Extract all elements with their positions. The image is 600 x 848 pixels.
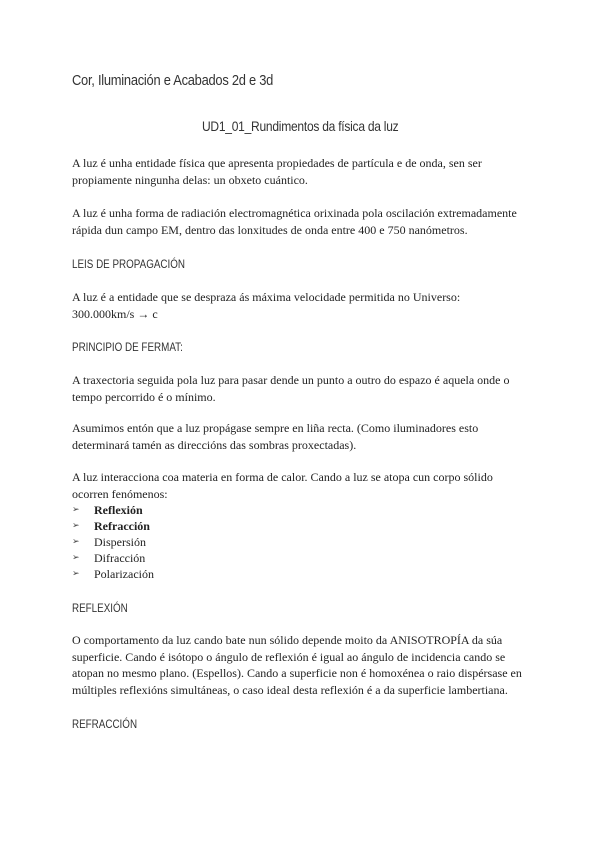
paragraph-reflection: O comportamento da luz cando bate nun sólido depende moito da ANISOTROPÍA da súa superficie. Cando é isótopo o ángulo de reflexión é igual ao ángulo de incidencia cando se atopan no mesmo plano. (Espellos). Cando a superficie non é homoxénea o raio dispérsase en múltiples reflexións simultáneas, o caso ideal desta reflexión é a da superficie lambertiana.: [72, 633, 522, 697]
paragraph-light-path: A traxectoria seguida pola luz para pasar dende un punto a outro do espazo é aquela onde o tempo percorrido é o mínimo.: [72, 373, 510, 404]
arrow-bullet-icon: ➢: [72, 521, 80, 531]
paragraph-straight-line: Asumimos entón que a luz propágase sempre en liña recta. (Como iluminadores esto determinará tamén as direccións das sombras proxectadas).: [72, 421, 479, 452]
list-item: [72, 550, 154, 566]
list-item-label: Polarización: [94, 567, 154, 581]
list-item: [72, 502, 154, 518]
list-item-label: Dispersión: [94, 535, 146, 549]
list-item: [72, 566, 154, 582]
list-item-label: Refracción: [94, 519, 150, 533]
arrow-bullet-icon: ➢: [72, 569, 80, 579]
list-item: [72, 518, 154, 534]
document-title: Cor, Iluminación e Acabados 2d e 3d: [72, 72, 274, 89]
heading-reflection: REFLEXIÓN: [72, 601, 128, 615]
document-subtitle: [0, 118, 600, 134]
heading-refraction: REFRACCIÓN: [72, 717, 138, 731]
arrow-bullet-icon: ➢: [72, 553, 80, 563]
list-item-label: Reflexión: [94, 503, 143, 517]
speed-sentence: A luz é a entidade que se despraza ás máxima velocidade permitida no Universo:: [72, 290, 461, 304]
list-item: [72, 534, 154, 550]
paragraph-matter-interaction: A luz interacciona coa materia en forma de calor. Cando a luz se atopa cun corpo sólido ocorren fenómenos:: [72, 470, 493, 501]
paragraph-light-speed: [72, 289, 530, 322]
speed-value: 300.000km/s → c: [72, 306, 158, 321]
arrow-bullet-icon: ➢: [72, 537, 80, 547]
paragraph-light-entity: A luz é unha entidade física que apresenta propiedades de partícula e de onda, sen ser propiamente ningunha delas: un obxeto cuántico.: [72, 156, 482, 187]
paragraph-light-radiation: A luz é unha forma de radiación electromagnética orixinada pola oscilación extremadamente rápida dun campo EM, dentro das lonxitudes de onda entre 400 e 750 nanómetros.: [72, 206, 517, 237]
list-item-label: Difracción: [94, 551, 146, 565]
phenomena-list: [72, 502, 154, 582]
subtitle-text: UD1_01_Rundimentos da física da luz: [201, 118, 399, 134]
heading-propagation-laws: LEIS DE PROPAGACIÓN: [72, 257, 186, 271]
heading-fermat-principle: PRINCIPIO DE FERMAT:: [72, 340, 183, 354]
arrow-bullet-icon: ➢: [72, 505, 80, 515]
